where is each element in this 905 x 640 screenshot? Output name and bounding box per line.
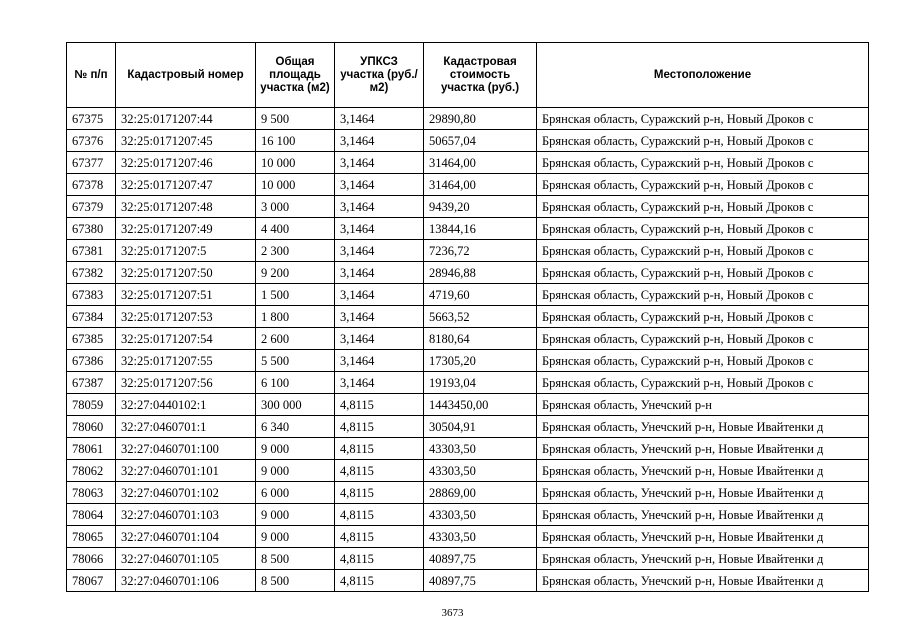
table-row [67, 438, 869, 460]
cell-cadastral-number: 32:27:0460701:105 [116, 548, 256, 570]
cell-cadastral-value: 40897,75 [424, 548, 537, 570]
cell-area: 2 300 [256, 240, 335, 262]
cell-area: 4 400 [256, 218, 335, 240]
cell-cadastral-value: 43303,50 [424, 438, 537, 460]
page-number: 3673 [441, 607, 464, 619]
cell-area: 9 000 [256, 526, 335, 548]
cell-location: Брянская область, Суражский р-н, Новый Дроков с [537, 108, 869, 130]
header-number: № п/п [67, 43, 116, 108]
cell-number: 67376 [67, 130, 116, 152]
cell-number: 78065 [67, 526, 116, 548]
cell-number: 67387 [67, 372, 116, 394]
cell-upksz: 4,8115 [335, 548, 424, 570]
cell-upksz: 3,1464 [335, 196, 424, 218]
table-row [67, 460, 869, 482]
cell-cadastral-value: 4719,60 [424, 284, 537, 306]
cell-cadastral-value: 29890,80 [424, 108, 537, 130]
cell-upksz: 4,8115 [335, 570, 424, 592]
cell-area: 9 000 [256, 504, 335, 526]
cell-number: 67382 [67, 262, 116, 284]
cell-number: 67383 [67, 284, 116, 306]
cell-upksz: 3,1464 [335, 130, 424, 152]
cell-area: 1 800 [256, 306, 335, 328]
cell-cadastral-number: 32:27:0440102:1 [116, 394, 256, 416]
cell-cadastral-value: 8180,64 [424, 328, 537, 350]
cell-area: 6 340 [256, 416, 335, 438]
cell-upksz: 3,1464 [335, 262, 424, 284]
cell-upksz: 3,1464 [335, 306, 424, 328]
cell-cadastral-value: 19193,04 [424, 372, 537, 394]
cell-cadastral-number: 32:25:0171207:53 [116, 306, 256, 328]
header-location: Местоположение [537, 43, 869, 108]
cell-upksz: 4,8115 [335, 394, 424, 416]
header-area: Общая площадь участка (м2) [256, 43, 335, 108]
cell-area: 8 500 [256, 570, 335, 592]
cell-cadastral-number: 32:27:0460701:106 [116, 570, 256, 592]
cell-cadastral-number: 32:27:0460701:1 [116, 416, 256, 438]
cell-cadastral-value: 17305,20 [424, 350, 537, 372]
table-row [67, 306, 869, 328]
table-row [67, 240, 869, 262]
cell-location: Брянская область, Суражский р-н, Новый Дроков с [537, 240, 869, 262]
cell-number: 78067 [67, 570, 116, 592]
table-row [67, 372, 869, 394]
cell-location: Брянская область, Унечский р-н, Новые Ивайтенки д [537, 482, 869, 504]
cell-cadastral-value: 43303,50 [424, 460, 537, 482]
cell-upksz: 3,1464 [335, 328, 424, 350]
cell-location: Брянская область, Суражский р-н, Новый Дроков с [537, 350, 869, 372]
cell-number: 78060 [67, 416, 116, 438]
cell-number: 78062 [67, 460, 116, 482]
cell-cadastral-number: 32:27:0460701:104 [116, 526, 256, 548]
cell-upksz: 4,8115 [335, 416, 424, 438]
table-row [67, 416, 869, 438]
cell-area: 10 000 [256, 152, 335, 174]
cell-cadastral-number: 32:25:0171207:54 [116, 328, 256, 350]
cell-cadastral-value: 30504,91 [424, 416, 537, 438]
table-row [67, 504, 869, 526]
cell-cadastral-value: 43303,50 [424, 526, 537, 548]
cell-number: 78064 [67, 504, 116, 526]
header-cadastral-number: Кадастровый номер [116, 43, 256, 108]
cell-cadastral-number: 32:25:0171207:50 [116, 262, 256, 284]
cell-upksz: 4,8115 [335, 460, 424, 482]
table-row [67, 570, 869, 592]
cell-location: Брянская область, Суражский р-н, Новый Дроков с [537, 152, 869, 174]
table-row [67, 152, 869, 174]
cell-area: 6 000 [256, 482, 335, 504]
cell-area: 3 000 [256, 196, 335, 218]
cell-cadastral-value: 5663,52 [424, 306, 537, 328]
cell-cadastral-value: 7236,72 [424, 240, 537, 262]
cell-cadastral-number: 32:27:0460701:103 [116, 504, 256, 526]
cell-number: 67375 [67, 108, 116, 130]
cell-number: 78063 [67, 482, 116, 504]
cell-location: Брянская область, Унечский р-н, Новые Ивайтенки д [537, 416, 869, 438]
cell-location: Брянская область, Суражский р-н, Новый Дроков с [537, 372, 869, 394]
cell-cadastral-number: 32:25:0171207:49 [116, 218, 256, 240]
cadastral-value-table [66, 42, 869, 592]
table-row [67, 218, 869, 240]
cell-location: Брянская область, Суражский р-н, Новый Дроков с [537, 130, 869, 152]
cell-number: 67386 [67, 350, 116, 372]
table-row [67, 130, 869, 152]
cell-location: Брянская область, Суражский р-н, Новый Дроков с [537, 284, 869, 306]
cell-location: Брянская область, Унечский р-н, Новые Ивайтенки д [537, 548, 869, 570]
cell-area: 9 200 [256, 262, 335, 284]
cell-area: 5 500 [256, 350, 335, 372]
cell-cadastral-value: 31464,00 [424, 152, 537, 174]
cell-area: 9 000 [256, 438, 335, 460]
cell-area: 6 100 [256, 372, 335, 394]
cell-upksz: 3,1464 [335, 108, 424, 130]
cell-cadastral-number: 32:25:0171207:56 [116, 372, 256, 394]
cell-cadastral-number: 32:25:0171207:47 [116, 174, 256, 196]
cell-upksz: 4,8115 [335, 482, 424, 504]
cell-cadastral-value: 1443450,00 [424, 394, 537, 416]
cell-cadastral-value: 50657,04 [424, 130, 537, 152]
table-row [67, 526, 869, 548]
cell-location: Брянская область, Суражский р-н, Новый Дроков с [537, 196, 869, 218]
cell-area: 9 500 [256, 108, 335, 130]
cell-location: Брянская область, Суражский р-н, Новый Дроков с [537, 328, 869, 350]
table-row [67, 328, 869, 350]
cell-cadastral-number: 32:27:0460701:102 [116, 482, 256, 504]
cell-cadastral-number: 32:25:0171207:55 [116, 350, 256, 372]
cell-upksz: 3,1464 [335, 152, 424, 174]
cell-cadastral-value: 13844,16 [424, 218, 537, 240]
table-row [67, 262, 869, 284]
cell-cadastral-number: 32:25:0171207:51 [116, 284, 256, 306]
cell-cadastral-number: 32:27:0460701:101 [116, 460, 256, 482]
cell-cadastral-value: 28869,00 [424, 482, 537, 504]
cell-area: 16 100 [256, 130, 335, 152]
cell-number: 67384 [67, 306, 116, 328]
cell-upksz: 3,1464 [335, 240, 424, 262]
cell-location: Брянская область, Суражский р-н, Новый Дроков с [537, 174, 869, 196]
cell-location: Брянская область, Унечский р-н, Новые Ивайтенки д [537, 526, 869, 548]
cell-area: 8 500 [256, 548, 335, 570]
cell-number: 67381 [67, 240, 116, 262]
table-row [67, 394, 869, 416]
table-row [67, 196, 869, 218]
cell-number: 67378 [67, 174, 116, 196]
cell-upksz: 3,1464 [335, 372, 424, 394]
cell-number: 78066 [67, 548, 116, 570]
cell-upksz: 3,1464 [335, 284, 424, 306]
cell-location: Брянская область, Унечский р-н, Новые Ивайтенки д [537, 460, 869, 482]
cell-cadastral-value: 31464,00 [424, 174, 537, 196]
cell-cadastral-number: 32:25:0171207:45 [116, 130, 256, 152]
cell-location: Брянская область, Унечский р-н, Новые Ивайтенки д [537, 504, 869, 526]
cell-location: Брянская область, Унечский р-н [537, 394, 869, 416]
cell-number: 78059 [67, 394, 116, 416]
table-body [67, 108, 869, 592]
cell-number: 67377 [67, 152, 116, 174]
cell-upksz: 4,8115 [335, 526, 424, 548]
cell-area: 2 600 [256, 328, 335, 350]
cell-cadastral-number: 32:25:0171207:5 [116, 240, 256, 262]
cell-area: 300 000 [256, 394, 335, 416]
cell-location: Брянская область, Унечский р-н, Новые Ивайтенки д [537, 438, 869, 460]
cell-upksz: 4,8115 [335, 438, 424, 460]
cell-location: Брянская область, Суражский р-н, Новый Дроков с [537, 218, 869, 240]
table-row [67, 548, 869, 570]
cell-area: 1 500 [256, 284, 335, 306]
cell-cadastral-number: 32:25:0171207:46 [116, 152, 256, 174]
cell-number: 67380 [67, 218, 116, 240]
cell-cadastral-number: 32:25:0171207:44 [116, 108, 256, 130]
cell-cadastral-number: 32:27:0460701:100 [116, 438, 256, 460]
cell-cadastral-value: 40897,75 [424, 570, 537, 592]
cell-cadastral-value: 28946,88 [424, 262, 537, 284]
header-upksz: УПКСЗ участка (руб./м2) [335, 43, 424, 108]
cell-cadastral-value: 9439,20 [424, 196, 537, 218]
cell-location: Брянская область, Суражский р-н, Новый Дроков с [537, 306, 869, 328]
header-cadastral-value: Кадастровая стоимость участка (руб.) [424, 43, 537, 108]
cell-area: 9 000 [256, 460, 335, 482]
cell-cadastral-value: 43303,50 [424, 504, 537, 526]
table-row [67, 284, 869, 306]
cell-upksz: 3,1464 [335, 174, 424, 196]
cell-cadastral-number: 32:25:0171207:48 [116, 196, 256, 218]
table-row [67, 108, 869, 130]
cell-area: 10 000 [256, 174, 335, 196]
table-row [67, 174, 869, 196]
cell-upksz: 3,1464 [335, 218, 424, 240]
table-header-row [67, 43, 869, 108]
cell-upksz: 4,8115 [335, 504, 424, 526]
cell-upksz: 3,1464 [335, 350, 424, 372]
table-row [67, 482, 869, 504]
table-row [67, 350, 869, 372]
cell-location: Брянская область, Унечский р-н, Новые Ивайтенки д [537, 570, 869, 592]
cell-number: 78061 [67, 438, 116, 460]
cell-number: 67385 [67, 328, 116, 350]
cell-location: Брянская область, Суражский р-н, Новый Дроков с [537, 262, 869, 284]
cell-number: 67379 [67, 196, 116, 218]
